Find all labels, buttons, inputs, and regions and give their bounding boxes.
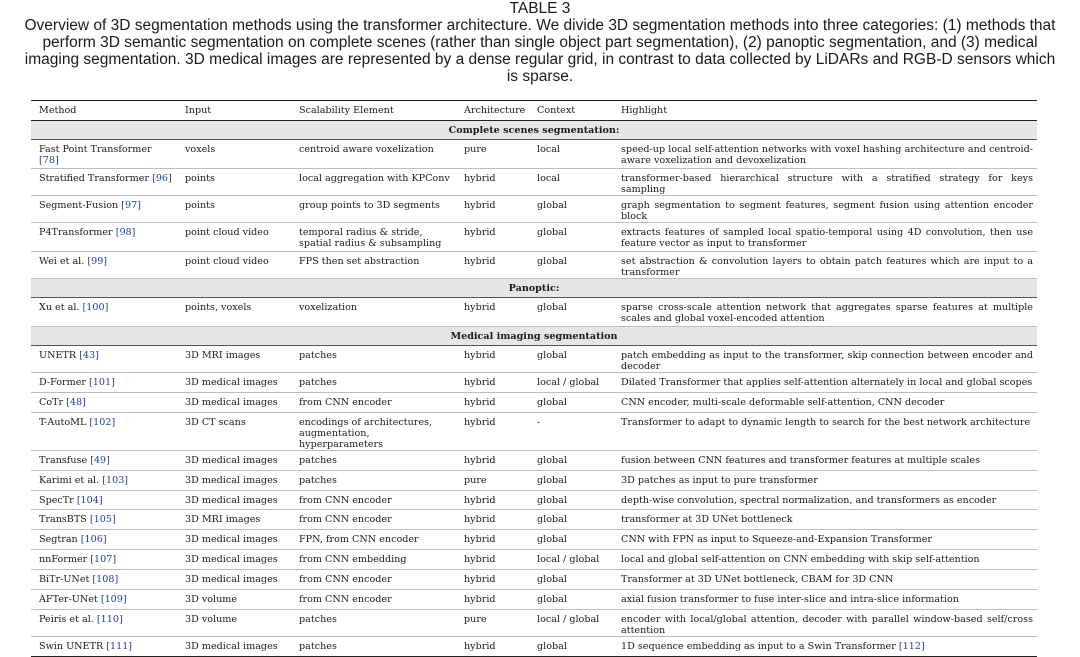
citation-link[interactable]: [101] bbox=[89, 377, 115, 388]
context-cell: global bbox=[529, 196, 613, 223]
highlight-text: Dilated Transformer that applies self-attention alternately in local and global scopes bbox=[621, 377, 1033, 388]
method-name: AFTer-UNet bbox=[39, 594, 98, 606]
context-cell: global bbox=[529, 450, 613, 470]
method-name: CoTr bbox=[39, 396, 64, 408]
input-cell: 3D medical images bbox=[177, 490, 291, 510]
method-cell bbox=[31, 223, 177, 252]
method-cell bbox=[31, 140, 177, 169]
context-cell: local bbox=[529, 169, 613, 196]
table-row bbox=[31, 196, 1037, 223]
architecture-cell: hybrid bbox=[456, 570, 529, 590]
input-cell: 3D CT scans bbox=[177, 412, 291, 450]
architecture-cell: hybrid bbox=[456, 510, 529, 530]
scalability-cell: patches bbox=[291, 470, 456, 490]
scalability-cell: patches bbox=[291, 346, 456, 373]
highlight-text: encoder with local/global attention, decoder with parallel window-based self/cross attention bbox=[621, 613, 1033, 636]
input-cell: 3D medical images bbox=[177, 550, 291, 570]
highlight-cell bbox=[613, 530, 1037, 550]
header-method: Method bbox=[31, 101, 177, 121]
highlight-text: transformer-based hierarchical structure with a stratified strategy for keys sampling bbox=[621, 173, 1033, 195]
scalability-cell: patches bbox=[291, 609, 456, 636]
method-cell bbox=[31, 450, 177, 470]
method-cell bbox=[31, 550, 177, 570]
scalability-cell: patches bbox=[291, 373, 456, 393]
highlight-text: transformer at 3D UNet bottleneck bbox=[621, 514, 793, 526]
scalability-cell: FPS then set abstraction bbox=[291, 252, 456, 279]
table-row bbox=[31, 636, 1037, 656]
method-name: D-Former bbox=[39, 377, 86, 388]
architecture-cell: hybrid bbox=[456, 450, 529, 470]
input-cell: voxels bbox=[177, 140, 291, 169]
input-cell: 3D volume bbox=[177, 609, 291, 636]
header-input: Input bbox=[177, 101, 291, 121]
input-cell: 3D medical images bbox=[177, 450, 291, 470]
architecture-cell: hybrid bbox=[456, 590, 529, 610]
table-row bbox=[31, 550, 1037, 570]
context-cell: global bbox=[529, 530, 613, 550]
method-name: TransBTS bbox=[39, 514, 87, 526]
scalability-cell: patches bbox=[291, 450, 456, 470]
table-caption bbox=[0, 0, 1080, 85]
table-row bbox=[31, 392, 1037, 412]
citation-link[interactable]: [103] bbox=[102, 474, 129, 486]
input-cell: 3D medical images bbox=[177, 570, 291, 590]
context-cell: global bbox=[529, 223, 613, 252]
method-name: Swin UNETR bbox=[39, 640, 104, 652]
highlight-cell bbox=[613, 346, 1037, 373]
context-cell: global bbox=[529, 490, 613, 510]
method-name: UNETR bbox=[39, 350, 77, 361]
method-cell bbox=[31, 609, 177, 636]
method-name: Segment-Fusion bbox=[39, 200, 119, 211]
highlight-cell bbox=[613, 490, 1037, 510]
architecture-cell: hybrid bbox=[456, 169, 529, 196]
table-row bbox=[31, 140, 1037, 169]
context-cell: local / global bbox=[529, 373, 613, 393]
method-name: Xu et al. bbox=[39, 302, 80, 313]
context-cell: global bbox=[529, 470, 613, 490]
method-cell bbox=[31, 252, 177, 279]
scalability-cell: temporal radius & stride, spatial radius & subsampling bbox=[291, 223, 456, 252]
input-cell: points bbox=[177, 196, 291, 223]
context-cell: local / global bbox=[529, 609, 613, 636]
architecture-cell: hybrid bbox=[456, 252, 529, 279]
architecture-cell: hybrid bbox=[456, 223, 529, 252]
highlight-text: set abstraction & convolution layers to obtain patch features which are input to a transformer bbox=[621, 256, 1033, 278]
method-cell bbox=[31, 470, 177, 490]
method-name: Karimi et al. bbox=[39, 474, 100, 486]
architecture-cell: hybrid bbox=[456, 490, 529, 510]
scalability-cell: from CNN embedding bbox=[291, 550, 456, 570]
table-header-row bbox=[31, 101, 1037, 121]
method-cell bbox=[31, 590, 177, 610]
highlight-cell bbox=[613, 590, 1037, 610]
architecture-cell: hybrid bbox=[456, 530, 529, 550]
header-architecture: Architecture bbox=[456, 101, 529, 121]
input-cell: 3D medical images bbox=[177, 636, 291, 656]
citation-link[interactable]: [100] bbox=[82, 302, 109, 313]
context-cell: - bbox=[529, 412, 613, 450]
scalability-cell: group points to 3D segments bbox=[291, 196, 456, 223]
method-cell bbox=[31, 530, 177, 550]
table-row bbox=[31, 490, 1037, 510]
context-cell: global bbox=[529, 346, 613, 373]
citation-link[interactable]: [48] bbox=[66, 396, 86, 408]
input-cell: 3D medical images bbox=[177, 530, 291, 550]
highlight-text: 3D patches as input to pure transformer bbox=[621, 474, 818, 486]
highlight-cell bbox=[613, 298, 1037, 327]
architecture-cell: hybrid bbox=[456, 196, 529, 223]
highlight-cell bbox=[613, 140, 1037, 169]
method-name: Stratified Transformer bbox=[39, 173, 150, 184]
highlight-text: fusion between CNN features and transformer features at multiple scales bbox=[621, 454, 981, 466]
scalability-cell: patches bbox=[291, 636, 456, 656]
citation-link[interactable]: [109] bbox=[100, 594, 127, 606]
context-cell: global bbox=[529, 510, 613, 530]
citation-link[interactable]: [108] bbox=[92, 574, 119, 586]
highlight-cell bbox=[613, 252, 1037, 279]
method-name: Wei et al. bbox=[39, 256, 85, 267]
method-cell bbox=[31, 346, 177, 373]
citation-link[interactable]: [96] bbox=[152, 173, 172, 184]
citation-link[interactable]: [105] bbox=[89, 514, 116, 526]
input-cell: point cloud video bbox=[177, 223, 291, 252]
segmentation-methods-table bbox=[31, 100, 1037, 657]
section-header-row bbox=[31, 279, 1037, 298]
method-name: Peiris et al. bbox=[39, 613, 94, 625]
method-cell bbox=[31, 196, 177, 223]
table-row bbox=[31, 450, 1037, 470]
table-row bbox=[31, 470, 1037, 490]
architecture-cell: hybrid bbox=[456, 412, 529, 450]
citation-link[interactable]: [106] bbox=[80, 534, 107, 546]
citation-link[interactable]: [43] bbox=[79, 350, 99, 361]
table-row bbox=[31, 570, 1037, 590]
header-context: Context bbox=[529, 101, 613, 121]
highlight-text: Transformer to adapt to dynamic length to search for the best network architecture bbox=[621, 416, 1031, 428]
method-cell bbox=[31, 636, 177, 656]
context-cell: local bbox=[529, 140, 613, 169]
method-name: BiTr-UNet bbox=[39, 574, 90, 586]
highlight-text: Transformer at 3D UNet bottleneck, CBAM for 3D CNN bbox=[621, 574, 894, 586]
table-row bbox=[31, 298, 1037, 327]
method-name: SpecTr bbox=[39, 494, 74, 506]
context-cell: global bbox=[529, 298, 613, 327]
table-row bbox=[31, 223, 1037, 252]
highlight-cell bbox=[613, 412, 1037, 450]
input-cell: 3D medical images bbox=[177, 373, 291, 393]
scalability-cell: from CNN encoder bbox=[291, 510, 456, 530]
method-cell bbox=[31, 298, 177, 327]
citation-link[interactable]: [78] bbox=[39, 155, 59, 166]
method-name: Segtran bbox=[39, 534, 78, 546]
highlight-text: axial fusion transformer to fuse inter-slice and intra-slice information bbox=[621, 594, 959, 606]
table-row bbox=[31, 609, 1037, 636]
highlight-cell bbox=[613, 196, 1037, 223]
highlight-text: speed-up local self-attention networks with voxel hashing architecture and centroid-aware voxelization and devoxelization bbox=[621, 144, 1033, 166]
method-name: P4Transformer bbox=[39, 227, 113, 238]
highlight-text: extracts features of sampled local spatio-temporal using 4D convolution, then use feature vector as input to transformer bbox=[621, 227, 1033, 249]
scalability-cell: centroid aware voxelization bbox=[291, 140, 456, 169]
table-row bbox=[31, 252, 1037, 279]
input-cell: points, voxels bbox=[177, 298, 291, 327]
caption-text: Overview of 3D segmentation methods using the transformer architecture. We divide 3D segmentation methods into three categories: (1) methods that perform 3D semantic segmentation on complete scenes (rather than single object part segmentation), (2) panoptic segmentation, and (3) medical imaging segmentation. 3D medical images are represented by a dense regular grid, in contrast to data collected by LiDARs and RGB-D sensors which is sparse. bbox=[24, 17, 1056, 85]
architecture-cell: pure bbox=[456, 609, 529, 636]
section-title: Panoptic: bbox=[31, 279, 1037, 298]
highlight-text: local and global self-attention on CNN embedding with skip self-attention bbox=[621, 554, 980, 566]
citation-link[interactable]: [111] bbox=[106, 640, 133, 652]
method-cell bbox=[31, 490, 177, 510]
section-title: Complete scenes segmentation: bbox=[31, 121, 1037, 140]
scalability-cell: from CNN encoder bbox=[291, 590, 456, 610]
scalability-cell: encodings of architectures, augmentation, hyperparameters bbox=[291, 412, 456, 450]
method-name: Fast Point Transformer bbox=[39, 144, 152, 155]
input-cell: 3D MRI images bbox=[177, 346, 291, 373]
table-row bbox=[31, 373, 1037, 393]
method-cell bbox=[31, 412, 177, 450]
table-row bbox=[31, 412, 1037, 450]
segmentation-methods-table-wrapper bbox=[31, 100, 1037, 657]
scalability-cell: voxelization bbox=[291, 298, 456, 327]
input-cell: 3D volume bbox=[177, 590, 291, 610]
table-body bbox=[31, 121, 1037, 657]
table-row bbox=[31, 530, 1037, 550]
section-header-row bbox=[31, 121, 1037, 140]
citation-link[interactable]: [98] bbox=[115, 227, 136, 238]
table-row bbox=[31, 510, 1037, 530]
scalability-cell: local aggregation with KPConv bbox=[291, 169, 456, 196]
citation-link[interactable]: [107] bbox=[90, 554, 117, 566]
highlight-text: graph segmentation to segment features, segment fusion using attention encoder block bbox=[621, 200, 1033, 222]
method-cell bbox=[31, 392, 177, 412]
highlight-cell bbox=[613, 609, 1037, 636]
highlight-text: sparse cross-scale attention network that aggregates sparse features at multiple scales and global voxel-encoded attention bbox=[621, 302, 1033, 324]
architecture-cell: hybrid bbox=[456, 636, 529, 656]
method-cell bbox=[31, 570, 177, 590]
method-name: T-AutoML bbox=[39, 416, 87, 428]
scalability-cell: FPN, from CNN encoder bbox=[291, 530, 456, 550]
highlight-text: patch embedding as input to the transformer, skip connection between encoder and decoder bbox=[621, 350, 1033, 372]
highlight-text: 1D sequence embedding as input to a Swin Transformer bbox=[621, 640, 896, 652]
input-cell: points bbox=[177, 169, 291, 196]
highlight-cell bbox=[613, 550, 1037, 570]
input-cell: 3D medical images bbox=[177, 392, 291, 412]
context-cell: global bbox=[529, 252, 613, 279]
method-name: Transfuse bbox=[39, 454, 88, 466]
architecture-cell: pure bbox=[456, 470, 529, 490]
citation-link[interactable]: [110] bbox=[96, 613, 123, 625]
citation-link[interactable]: [104] bbox=[76, 494, 103, 506]
table-row bbox=[31, 346, 1037, 373]
section-title: Medical imaging segmentation bbox=[31, 327, 1037, 346]
citation-link[interactable]: [112] bbox=[898, 640, 925, 652]
header-scalability: Scalability Element bbox=[291, 101, 456, 121]
architecture-cell: hybrid bbox=[456, 298, 529, 327]
scalability-cell: from CNN encoder bbox=[291, 570, 456, 590]
highlight-cell bbox=[613, 510, 1037, 530]
citation-link[interactable]: [99] bbox=[87, 256, 108, 267]
context-cell: global bbox=[529, 392, 613, 412]
method-name: nnFormer bbox=[39, 554, 88, 566]
highlight-text: CNN encoder, multi-scale deformable self-attention, CNN decoder bbox=[621, 396, 945, 408]
highlight-cell bbox=[613, 392, 1037, 412]
method-cell bbox=[31, 169, 177, 196]
context-cell: global bbox=[529, 590, 613, 610]
highlight-cell bbox=[613, 223, 1037, 252]
highlight-cell bbox=[613, 373, 1037, 393]
context-cell: global bbox=[529, 570, 613, 590]
input-cell: 3D medical images bbox=[177, 470, 291, 490]
highlight-text: depth-wise convolution, spectral normalization, and transformers as encoder bbox=[621, 494, 997, 506]
table-row bbox=[31, 590, 1037, 610]
highlight-cell bbox=[613, 169, 1037, 196]
context-cell: local / global bbox=[529, 550, 613, 570]
highlight-cell bbox=[613, 570, 1037, 590]
architecture-cell: hybrid bbox=[456, 346, 529, 373]
highlight-cell bbox=[613, 450, 1037, 470]
header-highlight: Highlight bbox=[613, 101, 1037, 121]
citation-link[interactable]: [49] bbox=[90, 454, 110, 466]
input-cell: point cloud video bbox=[177, 252, 291, 279]
table-label: TABLE 3 bbox=[509, 0, 571, 17]
citation-link[interactable]: [102] bbox=[89, 416, 116, 428]
input-cell: 3D MRI images bbox=[177, 510, 291, 530]
architecture-cell: hybrid bbox=[456, 550, 529, 570]
method-cell bbox=[31, 373, 177, 393]
citation-link[interactable]: [97] bbox=[121, 200, 141, 211]
scalability-cell: from CNN encoder bbox=[291, 490, 456, 510]
highlight-text: CNN with FPN as input to Squeeze-and-Expansion Transformer bbox=[621, 534, 932, 546]
architecture-cell: hybrid bbox=[456, 373, 529, 393]
table-row bbox=[31, 169, 1037, 196]
section-header-row bbox=[31, 327, 1037, 346]
architecture-cell: pure bbox=[456, 140, 529, 169]
highlight-cell bbox=[613, 636, 1037, 656]
scalability-cell: from CNN encoder bbox=[291, 392, 456, 412]
method-cell bbox=[31, 510, 177, 530]
highlight-cell bbox=[613, 470, 1037, 490]
context-cell: global bbox=[529, 636, 613, 656]
architecture-cell: hybrid bbox=[456, 392, 529, 412]
